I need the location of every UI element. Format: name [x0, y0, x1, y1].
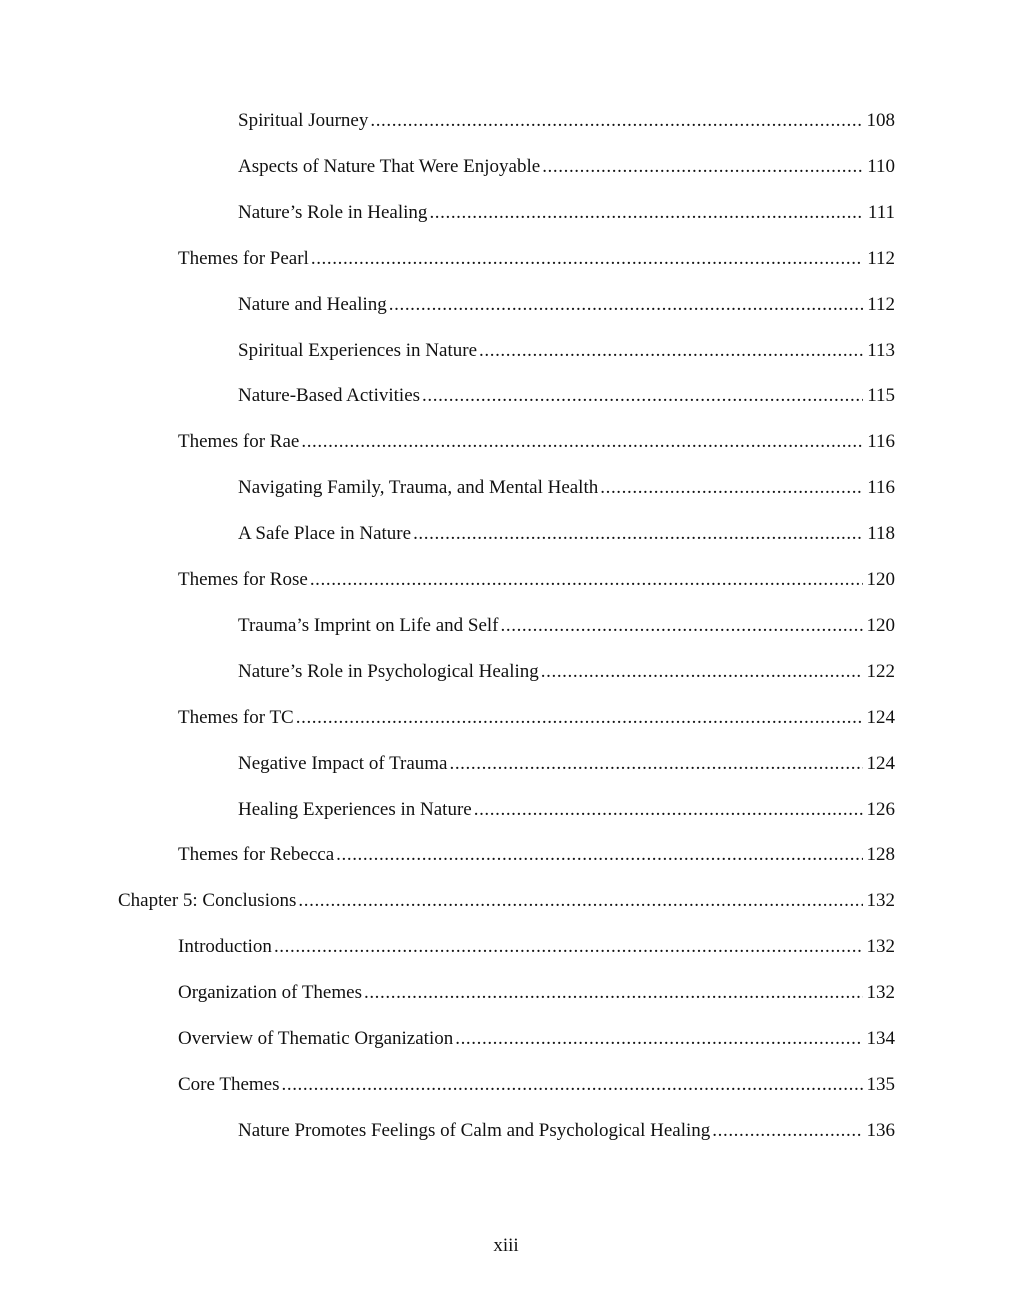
toc-entry-page: 108: [866, 110, 895, 131]
toc-entry: [238, 1118, 895, 1144]
toc-dot-leader: [336, 842, 862, 868]
toc-entry-page: 116: [867, 477, 895, 498]
toc-dot-leader: [274, 934, 863, 960]
toc-entry-title: Themes for Rae: [178, 431, 300, 452]
toc-entry-page: 135: [866, 1074, 895, 1095]
toc-entry: [238, 613, 895, 639]
toc-dot-leader: [479, 338, 863, 364]
toc-entry-title: Themes for Rebecca: [178, 844, 335, 865]
toc-entry-title: Nature-Based Activities: [238, 385, 421, 406]
toc-entry: [178, 705, 895, 731]
toc-entry-page: 124: [866, 707, 895, 728]
toc-dot-leader: [298, 888, 862, 914]
toc-dot-leader: [310, 567, 863, 593]
toc-entry-title: Themes for Pearl: [178, 248, 309, 269]
toc-entry: [238, 383, 895, 409]
toc-entry-title: Trauma’s Imprint on Life and Self: [238, 615, 499, 636]
toc-dot-leader: [413, 521, 863, 547]
toc-dot-leader: [311, 246, 863, 272]
toc-entry: [178, 567, 895, 593]
toc-entry: [178, 980, 895, 1006]
toc-dot-leader: [389, 292, 863, 318]
toc-entry-page: 112: [867, 294, 895, 315]
toc-entry-title: Core Themes: [178, 1074, 280, 1095]
toc-entry: [178, 1026, 895, 1052]
toc-entry: [238, 200, 895, 226]
toc-entry-page: 116: [867, 431, 895, 452]
toc-dot-leader: [455, 1026, 862, 1052]
toc-entry-title: Organization of Themes: [178, 982, 362, 1003]
toc-dot-leader: [282, 1072, 863, 1098]
toc-entry: [178, 429, 895, 455]
toc-entry-page: 136: [866, 1120, 895, 1141]
toc-entry-page: 118: [867, 523, 895, 544]
toc-dot-leader: [542, 154, 863, 180]
toc-entry-page: 122: [866, 661, 895, 682]
toc-dot-leader: [501, 613, 863, 639]
toc-entry: [238, 521, 895, 547]
toc-entry-page: 132: [866, 936, 895, 957]
toc-entry: [238, 751, 895, 777]
toc-entry-title: Navigating Family, Trauma, and Mental Health: [238, 477, 599, 498]
toc-entry: [178, 1072, 895, 1098]
toc-entry-page: 132: [866, 890, 895, 911]
toc-dot-leader: [541, 659, 863, 685]
toc-entry-page: 111: [867, 202, 895, 223]
toc-entry: [238, 292, 895, 318]
toc-entry-page: 120: [866, 615, 895, 636]
toc-entry-title: Spiritual Journey: [238, 110, 369, 131]
page-number: xiii: [493, 1235, 519, 1256]
toc-entry: [178, 934, 895, 960]
toc-dot-leader: [422, 383, 863, 409]
toc-dot-leader: [712, 1118, 862, 1144]
toc-entry-title: Nature and Healing: [238, 294, 387, 315]
toc-entry-title: Themes for Rose: [178, 569, 308, 590]
toc-entry-title: Aspects of Nature That Were Enjoyable: [238, 156, 541, 177]
toc-entry: [238, 108, 895, 134]
toc-entry-page: 132: [866, 982, 895, 1003]
toc-entry: [238, 475, 895, 501]
toc-dot-leader: [364, 980, 863, 1006]
toc-dot-leader: [449, 751, 862, 777]
toc-entry-page: 124: [866, 753, 895, 774]
toc-entry: [178, 246, 895, 272]
toc-dot-leader: [474, 797, 863, 823]
toc-entry: [238, 338, 895, 364]
toc-entry-page: 120: [866, 569, 895, 590]
toc-entry: [118, 888, 895, 914]
toc-entry-title: Negative Impact of Trauma: [238, 753, 448, 774]
toc-entry-title: Themes for TC: [178, 707, 294, 728]
toc-entry: [178, 842, 895, 868]
toc-entry: [238, 659, 895, 685]
toc-entry-page: 113: [867, 340, 895, 361]
toc-entry: [238, 154, 895, 180]
toc-entry-page: 128: [866, 844, 895, 865]
toc-entry-page: 115: [867, 385, 895, 406]
toc-entry-title: Overview of Thematic Organization: [178, 1028, 454, 1049]
toc-dot-leader: [296, 705, 863, 731]
toc-dot-leader: [600, 475, 863, 501]
toc-entry-page: 134: [866, 1028, 895, 1049]
toc-entry-page: 110: [867, 156, 895, 177]
toc-entry-title: Healing Experiences in Nature: [238, 799, 472, 820]
toc-entry-page: 126: [866, 799, 895, 820]
toc-dot-leader: [370, 108, 862, 134]
toc-entry-title: A Safe Place in Nature: [238, 523, 412, 544]
toc-entry-title: Nature’s Role in Healing: [238, 202, 428, 223]
toc-entry: [238, 797, 895, 823]
toc-dot-leader: [301, 429, 863, 455]
toc-entry-title: Nature Promotes Feelings of Calm and Psychological Healing: [238, 1120, 711, 1141]
toc-entry-title: Introduction: [178, 936, 272, 957]
toc-dot-leader: [429, 200, 863, 226]
toc-entry-title: Chapter 5: Conclusions: [118, 890, 297, 911]
toc-entry-title: Nature’s Role in Psychological Healing: [238, 661, 539, 682]
toc-entry-title: Spiritual Experiences in Nature: [238, 340, 478, 361]
toc-entry-page: 112: [867, 248, 895, 269]
